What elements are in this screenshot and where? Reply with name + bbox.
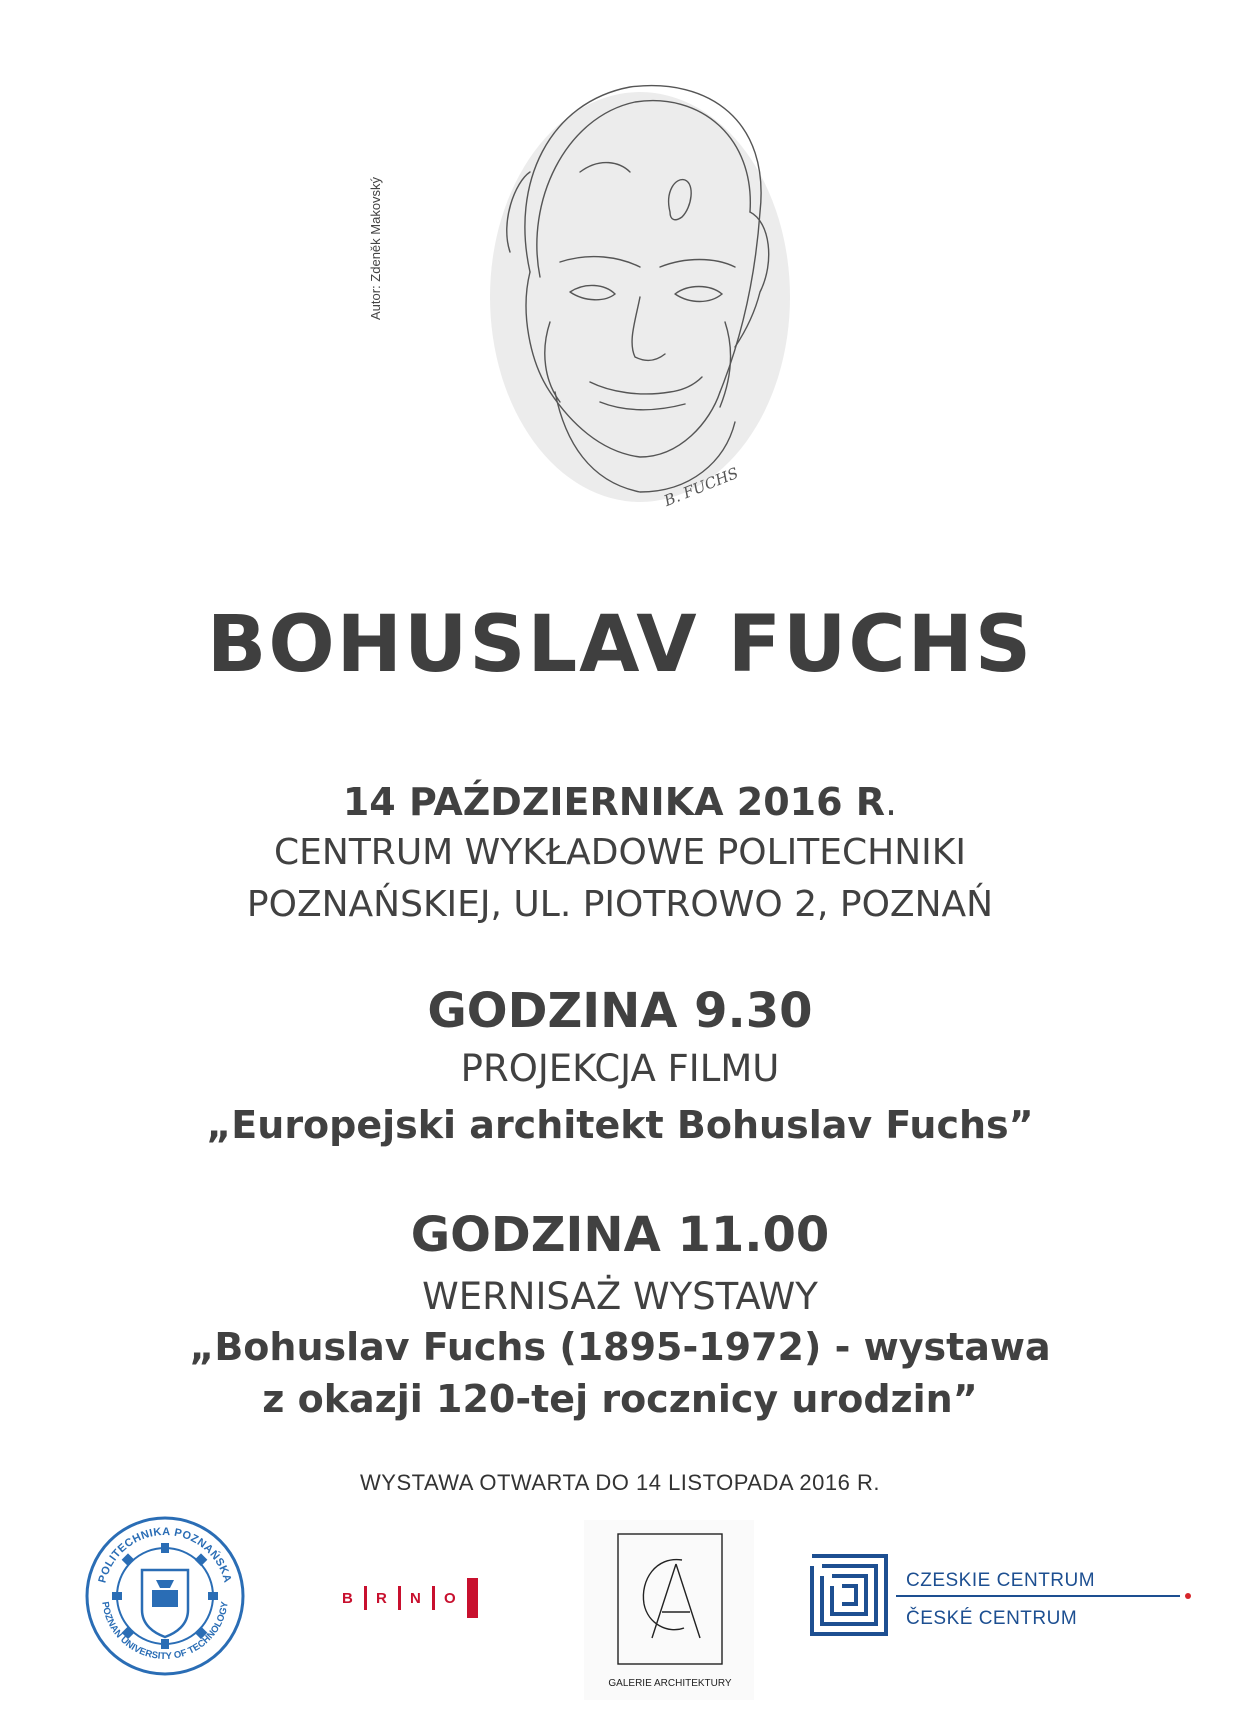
program-1-activity: PROJEKCJA FILMU [460, 1047, 780, 1090]
program-1-hour: GODZINA 9.30 [427, 983, 813, 1039]
brno-letter-b: B [342, 1590, 353, 1607]
galerie-caption: GALERIE ARCHITEKTURY [608, 1678, 732, 1689]
program-2-activity: WERNISAŻ WYSTAWY [422, 1275, 818, 1318]
portrait-credit: Autor: Zdeněk Makovský [368, 176, 383, 320]
galerie-architektury-logo [584, 1520, 754, 1700]
program-2-exhibition-title-line-2: z okazji 120-tej rocznicy urodzin” [262, 1377, 978, 1421]
signature: B. FUCHS [661, 463, 741, 510]
brno-letter-n: N [410, 1590, 421, 1607]
put-logo-top-text: POLITECHNIKA POZNAŃSKA [96, 1525, 234, 1585]
program-2-exhibition-title-line-1: „Bohuslav Fuchs (1895-1972) - wystawa [189, 1325, 1051, 1369]
address-line-1: CENTRUM WYKŁADOWE POLITECHNIKI [274, 832, 966, 873]
politechnika-poznanska-logo [84, 1515, 246, 1677]
poster-title: BOHUSLAV FUCHS [206, 600, 1034, 690]
portrait-sketch [470, 62, 830, 562]
address-line-2: POZNAŃSKIEJ, UL. PIOTROWO 2, POZNAŃ [246, 884, 994, 925]
exhibition-open-until: WYSTAWA OTWARTA DO 14 LISTOPADA 2016 R. [360, 1470, 880, 1495]
brno-letter-r: R [376, 1590, 387, 1607]
czeskie-centrum-line-1: CZESKIE CENTRUM [906, 1570, 1096, 1591]
event-date-dot: . [885, 780, 898, 824]
put-logo-bottom-text: POZNAN UNIVERSITY OF TECHNOLOGY [99, 1600, 231, 1663]
event-date [0, 780, 1240, 824]
brno-logo [334, 1578, 504, 1618]
event-date-text: 14 PAŹDZIERNIKA 2016 R [342, 780, 886, 824]
czeskie-centrum-line-2: ČESKÉ CENTRUM [906, 1608, 1078, 1629]
brno-letter-o: O [444, 1590, 456, 1607]
program-2-hour: GODZINA 11.00 [410, 1207, 830, 1263]
program-1-film-title: „Europejski architekt Bohuslav Fuchs” [206, 1103, 1034, 1147]
czeskie-centrum-logo [808, 1552, 1208, 1638]
